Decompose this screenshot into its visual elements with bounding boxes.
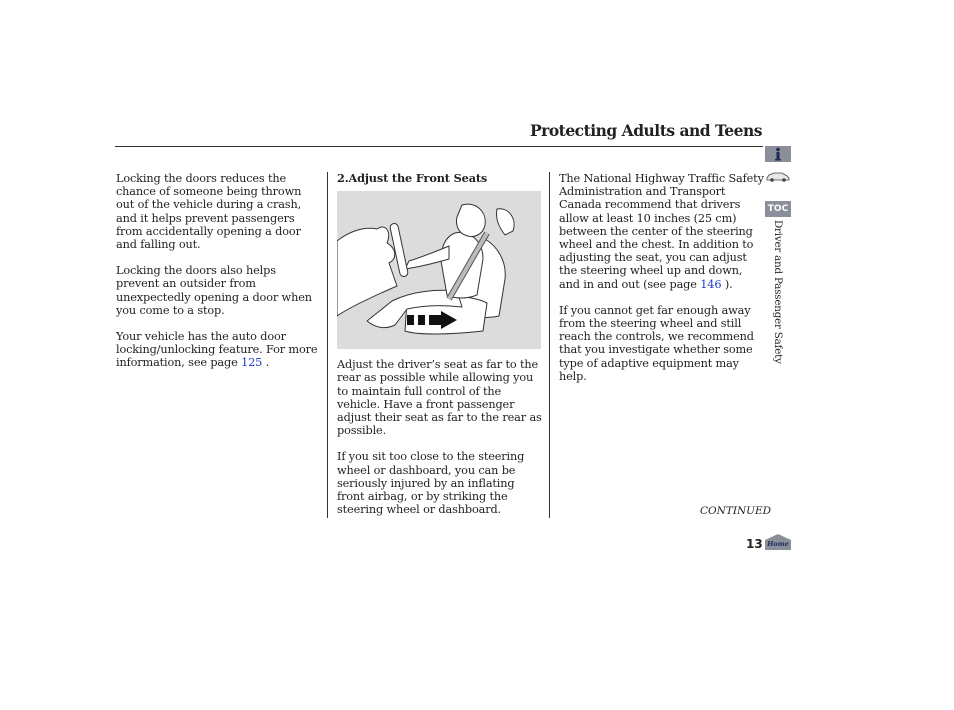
info-icon <box>765 146 791 162</box>
paragraph <box>559 172 765 291</box>
section-heading: 2.Adjust the Front Seats <box>337 171 488 185</box>
driver-seat-drawing <box>337 191 541 349</box>
column-1 <box>116 172 322 383</box>
column-2 <box>337 172 544 529</box>
page-title: Protecting Adults and Teens <box>530 121 762 140</box>
page-link-125[interactable]: 125 <box>241 356 263 370</box>
toc-button[interactable]: TOC <box>765 201 791 217</box>
car-icon <box>765 168 791 184</box>
paragraph-text: Your vehicle has the auto door locking/unlocking feature. For more information, see page <box>116 330 318 370</box>
seat-adjustment-illustration <box>337 191 541 349</box>
continued-label: CONTINUED <box>700 505 772 517</box>
paragraph <box>116 330 322 370</box>
paragraph-end: . <box>262 356 270 370</box>
paragraph-text: The National Highway Traffic Safety Administration and Transport Canada recommend that drivers allow at least 10 inches (25 cm) between the center of the steering wheel and the chest. In addition to adjusting the seat, you can adjust the steering wheel up and down, and in and out (see page <box>559 172 764 291</box>
column-divider <box>549 172 550 518</box>
paragraph: Locking the doors reduces the chance of someone being thrown out of the vehicle during a crash, and it helps prevent passengers from accidentally opening a door and falling out. <box>116 172 302 252</box>
paragraph-end: ). <box>721 277 733 291</box>
home-button[interactable] <box>765 534 791 550</box>
header-rule <box>115 146 763 147</box>
info-button[interactable] <box>765 146 791 162</box>
home-icon <box>765 534 791 550</box>
column-divider <box>327 172 328 518</box>
column-3 <box>559 172 765 396</box>
paragraph: If you cannot get far enough away from the steering wheel and still reach the controls, we recommend that you investigate whether some type of adaptive equipment may help. <box>559 303 754 383</box>
section-tab-label[interactable]: Driver and Passenger Safety <box>772 220 784 364</box>
paragraph: Locking the doors also helps prevent an outsider from unexpectedly opening a door when you come to a stop. <box>116 264 312 317</box>
paragraph: Adjust the driver’s seat as far to the rear as possible while allowing you to maintain full control of the vehicle. Have a front passenger adjust their seat as far to the rear as possible. <box>337 358 542 438</box>
paragraph: If you sit too close to the steering wheel or dashboard, you can be seriously injured by an inflating front airbag, or by striking the steering wheel or dashboard. <box>337 450 525 517</box>
page-link-146[interactable]: 146 <box>700 277 722 291</box>
home-label: Home <box>767 540 789 548</box>
car-button[interactable] <box>765 168 791 184</box>
page-number: 13 <box>746 537 763 551</box>
